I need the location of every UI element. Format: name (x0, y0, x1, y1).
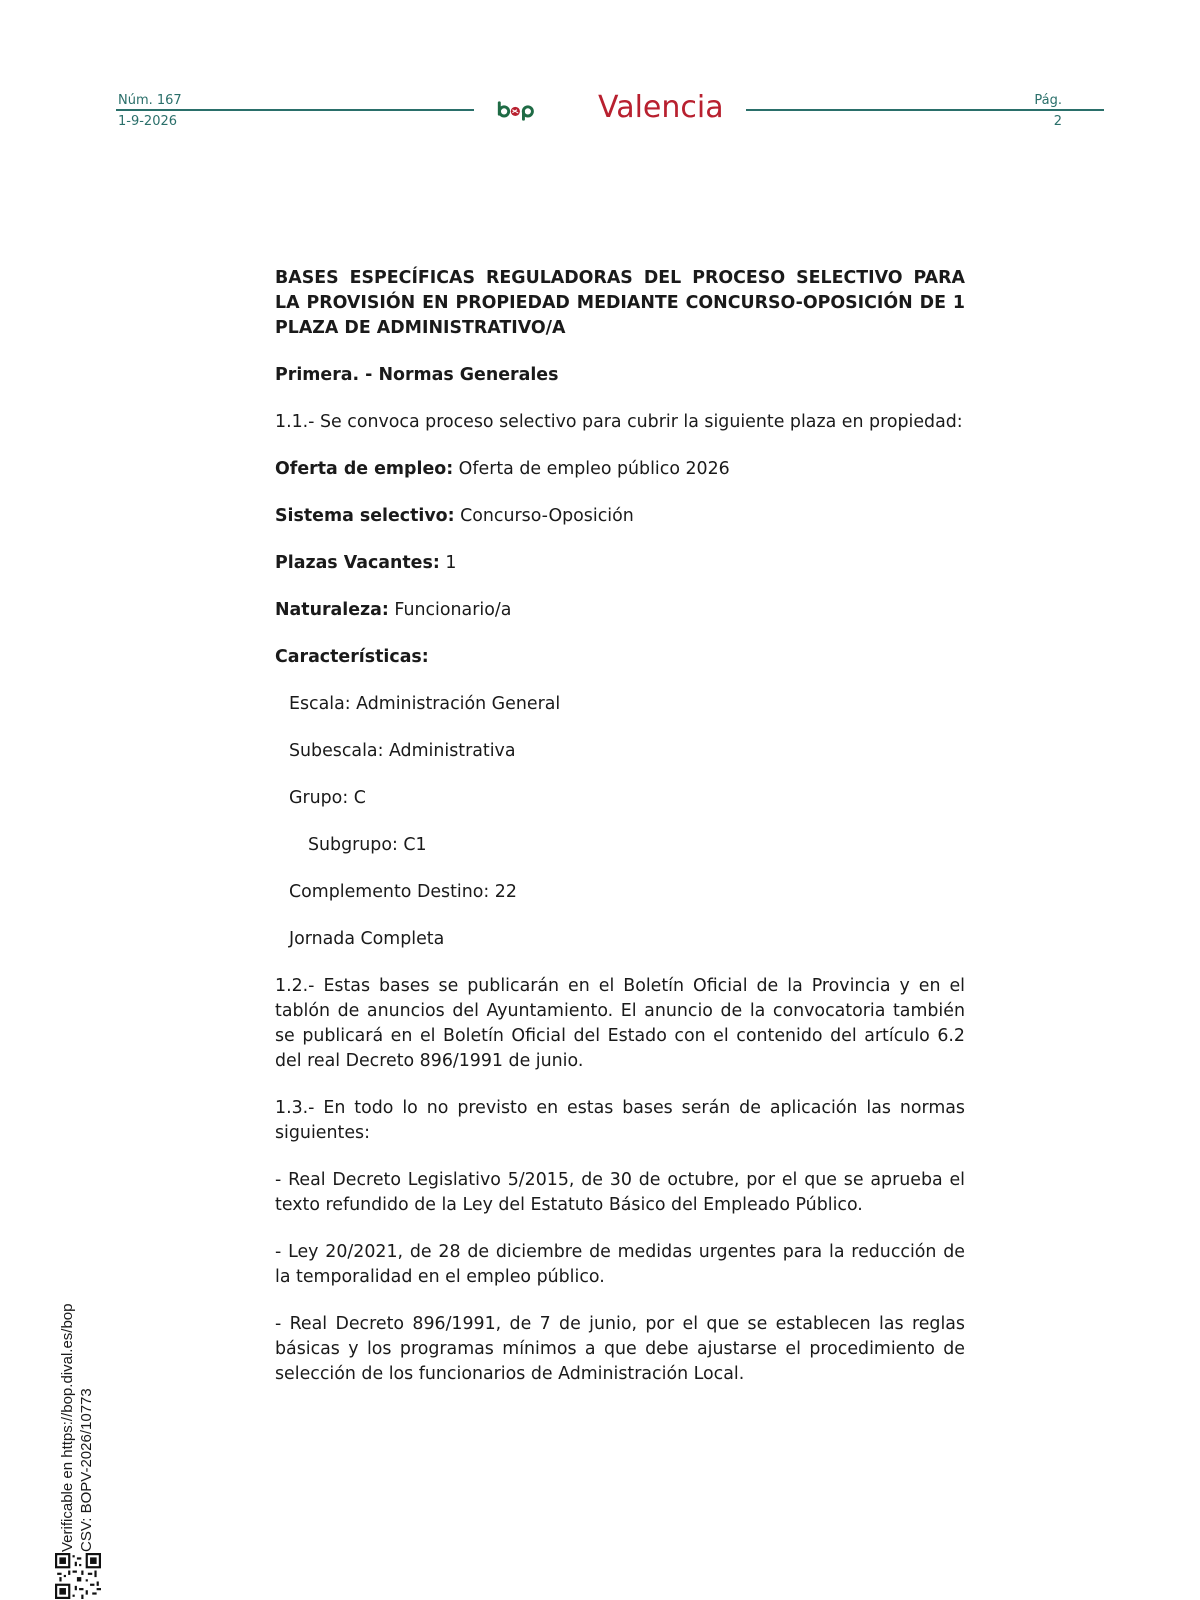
field-value: 1 (439, 553, 457, 573)
field-oferta (275, 457, 965, 482)
char-subgrupo: Subgrupo: C1 (308, 835, 427, 855)
norma-item: - Real Decreto 896/1991, de 7 de junio, por el que se establecen las reglas básicas y los programas mínimos a que debe ajustarse el procedimiento de selección de los funcionarios de Administración Local. (275, 1314, 965, 1384)
field-caracteristicas: Características: (275, 647, 429, 667)
paragraph-1-3: 1.3.- En todo lo no previsto en estas bases serán de aplicación las normas siguientes: (275, 1098, 965, 1143)
field-value: Oferta de empleo público 2026 (453, 459, 730, 479)
verification-link[interactable]: Verificable en https://bop.dival.es/bop (59, 1303, 76, 1552)
field-sistema (275, 504, 965, 529)
page-label: Pág. (1034, 93, 1062, 108)
issue-number: Núm. 167 (118, 93, 182, 108)
logo-wordmark: Valencia (598, 90, 724, 125)
verification-sidebar (58, 1304, 96, 1553)
field-label: Plazas Vacantes: (275, 553, 440, 573)
char-complemento: Complemento Destino: 22 (289, 882, 517, 902)
paragraph-1-1: 1.1.- Se convoca proceso selectivo para cubrir la siguiente plaza en propiedad: (275, 412, 963, 432)
char-grupo: Grupo: C (289, 788, 366, 808)
field-value: Funcionario/a (388, 600, 512, 620)
field-label: Oferta de empleo: (275, 459, 454, 479)
section-heading: Primera. - Normas Generales (275, 365, 559, 385)
issue-date: 1-9-2026 (118, 114, 178, 129)
paragraph-1-2: 1.2.- Estas bases se publicarán en el Boletín Oficial de la Provincia y en el tablón de anuncios del Ayuntamiento. El anuncio de la convocatoria también se publicará en el Boletín Oficial del Estado con el contenido del artículo 6.2 del real Decreto 896/1991 de junio. (275, 976, 965, 1071)
norma-item: - Ley 20/2021, de 28 de diciembre de medidas urgentes para la reducción de la temporalidad en el empleo público. (275, 1242, 965, 1287)
document-title: BASES ESPECÍFICAS REGULADORAS DEL PROCESO SELECTIVO PARA LA PROVISIÓN EN PROPIEDAD MEDIANTE CONCURSO-OPOSICIÓN DE 1 PLAZA DE ADMINISTRATIVO/A (275, 268, 965, 338)
header-rule-left (116, 109, 474, 111)
qr-code (55, 1553, 101, 1599)
page-number: 2 (1053, 114, 1062, 129)
char-jornada: Jornada Completa (289, 929, 445, 949)
header-right (1034, 90, 1062, 132)
field-naturaleza (275, 598, 965, 623)
document-body (275, 266, 965, 1387)
field-value: Concurso-Oposición (454, 506, 634, 526)
bop-logo (497, 86, 597, 136)
field-label: Sistema selectivo: (275, 506, 455, 526)
header-left (118, 90, 182, 132)
csv-code: CSV: BOPV-2026/10773 (78, 1388, 95, 1552)
field-label: Naturaleza: (275, 600, 389, 620)
char-subescala: Subescala: Administrativa (289, 741, 516, 761)
norma-item: - Real Decreto Legislativo 5/2015, de 30 de octubre, por el que se aprueba el texto refundido de la Ley del Estatuto Básico del Empleado Público. (275, 1170, 965, 1215)
field-plazas (275, 551, 965, 576)
char-escala: Escala: Administración General (289, 694, 561, 714)
